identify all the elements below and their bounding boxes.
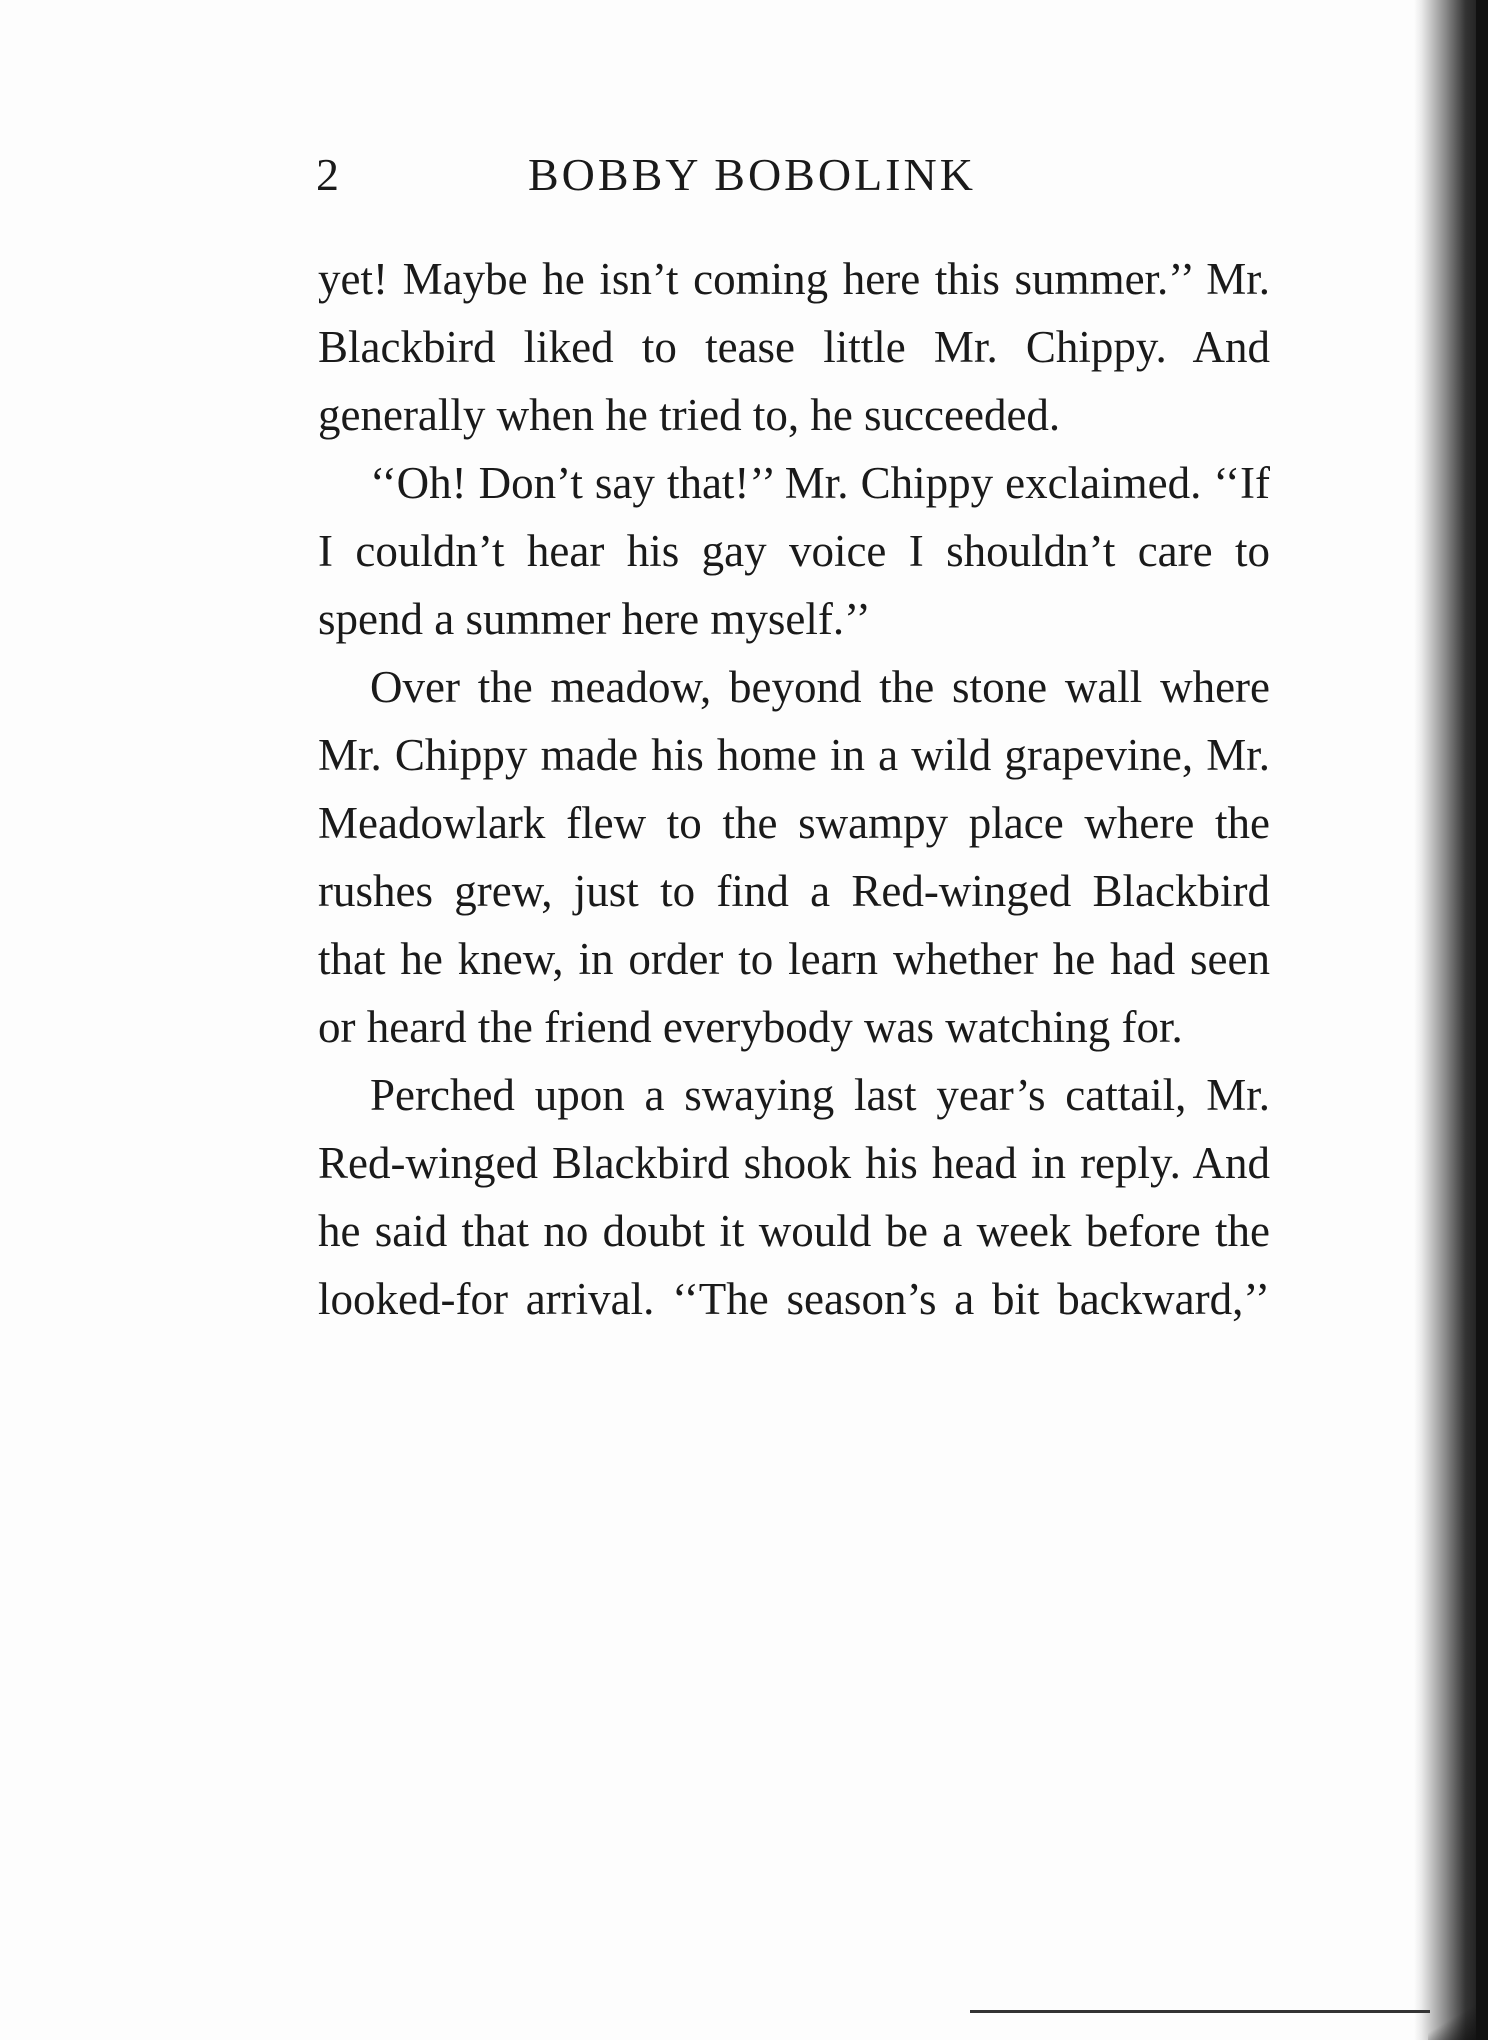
- running-head: BOBBY BOBOLINK: [528, 149, 976, 200]
- paragraph-1: yet! Maybe he isn’t coming here this summer.’’ Mr. Blackbird liked to tease little Mr. Chippy. And generally when he tried to, he succeeded.: [318, 254, 1270, 440]
- corner-shadow: [1428, 2004, 1488, 2040]
- spine-edge: [1476, 0, 1488, 2040]
- paragraph-4: Perched upon a swaying last year’s cattail, Mr. Red-winged Blackbird shook his head in reply. And he said that no doubt it would be a week before the looked-for arrival. ‘‘The season’s a bit backward,’’: [318, 1070, 1270, 1324]
- bottom-edge-line: [970, 2010, 1430, 2013]
- paragraph-3: Over the meadow, beyond the stone wall where Mr. Chippy made his home in a wild grapevine, Mr. Meadowlark flew to the swampy place where the rushes grew, just to find a Red-winged Blackbird that he knew, in order to learn whether he had seen or heard the friend everybody was watching for.: [318, 662, 1270, 1052]
- body-text: [318, 245, 1270, 1333]
- paragraph-2: ‘‘Oh! Don’t say that!’’ Mr. Chippy exclaimed. ‘‘If I couldn’t hear his gay voice I shouldn’t care to spend a summer here myself.’’: [318, 458, 1270, 644]
- page-number: 2: [316, 149, 340, 200]
- page-header: [316, 148, 1276, 208]
